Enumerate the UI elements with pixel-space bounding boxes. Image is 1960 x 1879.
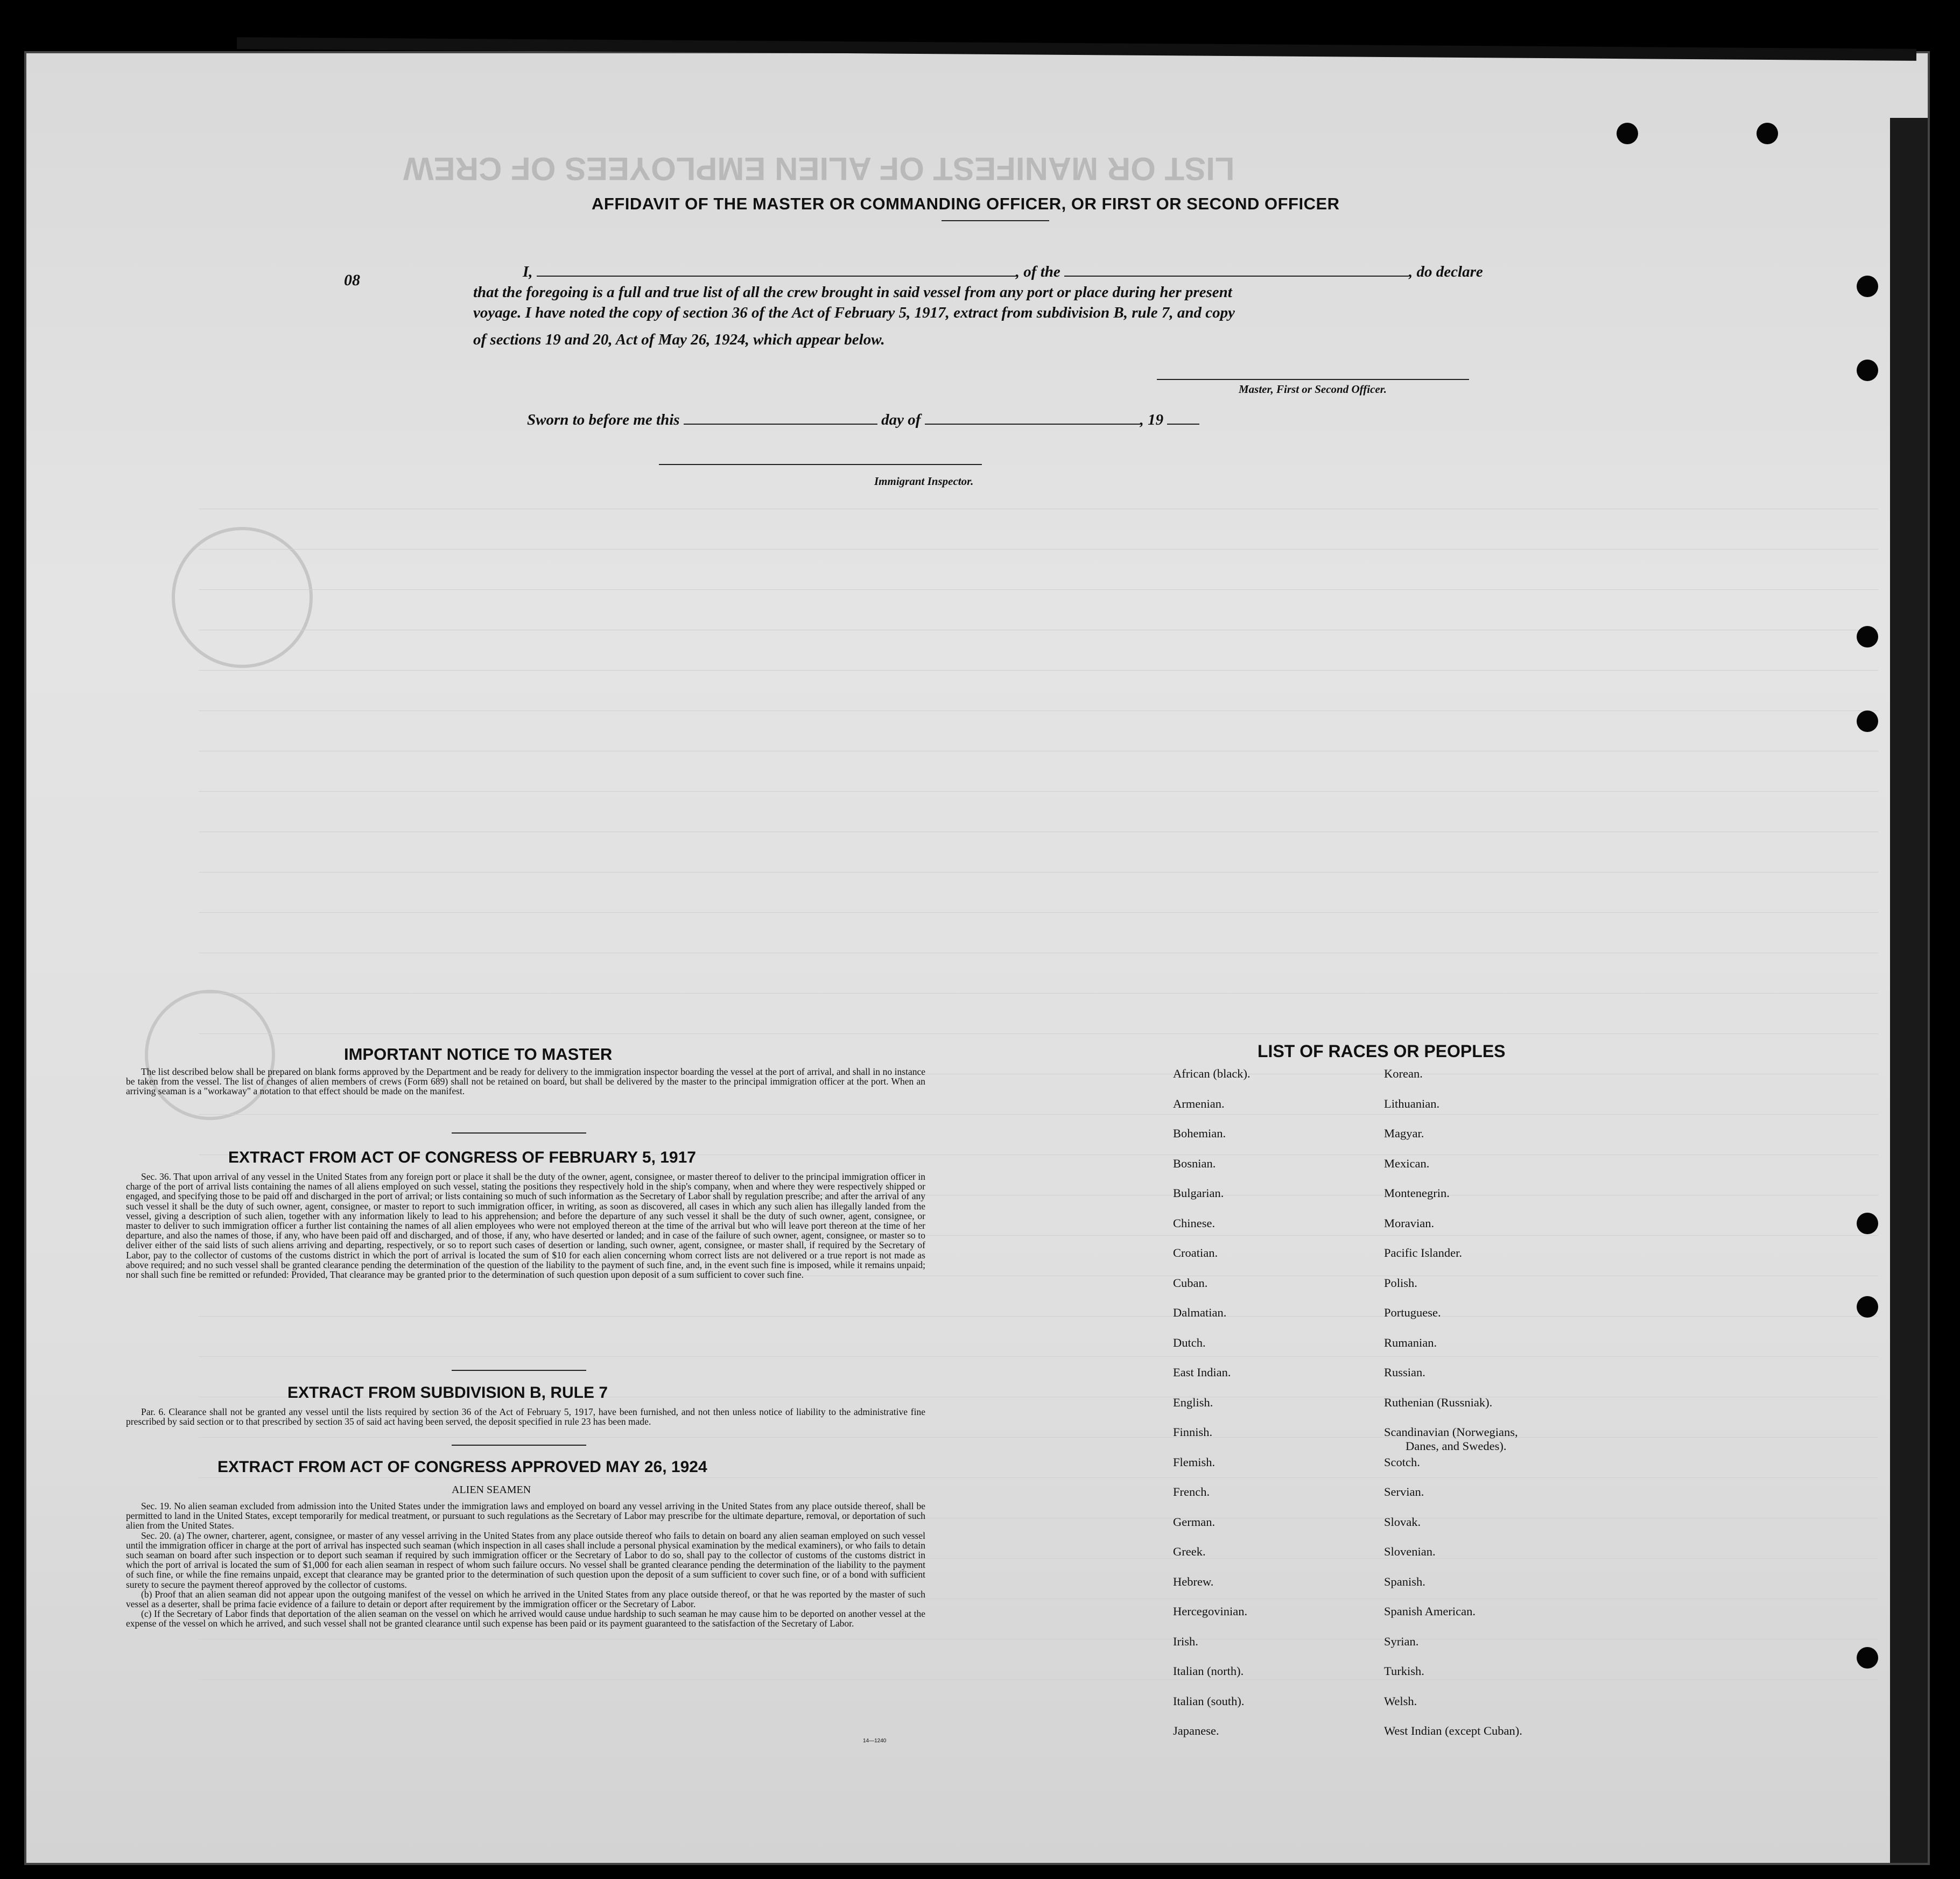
notice-divider bbox=[452, 1132, 586, 1134]
affidavit-line-4: of sections 19 and 20, Act of May 26, 1924, which appear below. bbox=[473, 331, 885, 348]
form-number: 14—1240 bbox=[863, 1738, 887, 1744]
bleed-through-row bbox=[199, 928, 1878, 953]
race-item: Korean. bbox=[1384, 1067, 1423, 1080]
bleed-through-row bbox=[199, 1291, 1878, 1317]
race-item: Polish. bbox=[1384, 1276, 1417, 1290]
punch-hole-icon bbox=[1857, 626, 1878, 648]
punch-hole-icon bbox=[1757, 123, 1778, 144]
bleed-through-row bbox=[199, 726, 1878, 751]
affidavit-line-3: voyage. I have noted the copy of section 36 of the Act of February 5, 1917, extract from subdivision B, rule 7, and copy bbox=[473, 304, 1235, 321]
race-item: Hercegovinian. bbox=[1173, 1604, 1248, 1618]
race-item: English. bbox=[1173, 1395, 1213, 1409]
race-item: Italian (north). bbox=[1173, 1664, 1244, 1678]
binding-edge bbox=[1890, 118, 1928, 1865]
affidavit-line1-middle: , of the bbox=[1015, 263, 1060, 280]
alien-seamen-subtitle: ALIEN SEAMEN bbox=[452, 1484, 531, 1496]
race-item: Montenegrin. bbox=[1384, 1186, 1450, 1200]
inspector-signature-label: Immigrant Inspector. bbox=[874, 475, 974, 488]
important-notice-title: IMPORTANT NOTICE TO MASTER bbox=[344, 1045, 613, 1064]
race-item: Italian (south). bbox=[1173, 1694, 1245, 1708]
race-item: Croatian. bbox=[1173, 1246, 1218, 1259]
race-item: Scotch. bbox=[1384, 1455, 1420, 1469]
race-item: Irish. bbox=[1173, 1634, 1198, 1648]
race-item: Servian. bbox=[1384, 1485, 1424, 1498]
race-item: Lithuanian. bbox=[1384, 1096, 1440, 1110]
sworn-middle: day of bbox=[881, 411, 921, 428]
race-item: Cuban. bbox=[1173, 1276, 1208, 1290]
bleed-through-row bbox=[199, 766, 1878, 792]
race-item: Mexican. bbox=[1384, 1156, 1430, 1170]
affidavit-line-2: that the foregoing is a full and true list of all the crew brought in said vessel from any port or place during her present bbox=[473, 284, 1232, 301]
bleed-through-row bbox=[199, 1655, 1878, 1680]
race-item: Spanish. bbox=[1384, 1574, 1425, 1588]
important-notice-paragraph: The list described below shall be prepared on blank forms approved by the Department and be ready for delivery to the immigration inspector boarding the vessel at the port of arrival, and shall in no instance be taken from the vessel. The list of changes of alien members of crews (Form 689) shall not be retained on board, but shall be delivered by the master to the principal immigration officer at the port. When an arriving seaman is a "workaway" a notation to that effect should be made on the manifest. bbox=[126, 1066, 925, 1097]
extract-1924-text bbox=[126, 1501, 925, 1629]
bleed-through-row bbox=[199, 968, 1878, 994]
extract-rule7-text bbox=[126, 1407, 925, 1426]
race-item: Greek. bbox=[1173, 1545, 1206, 1558]
race-item: East Indian. bbox=[1173, 1366, 1231, 1379]
race-item: Welsh. bbox=[1384, 1694, 1417, 1708]
par6-paragraph: Par. 6. Clearance shall not be granted any vessel until the lists required by section 36 of the Act of February 5, 1917, have been furnished, and not then unless notice of liability to the administrative fine prescribed by said section or to that prescribed by section 35 of said act having been served, the deposit specified in rule 23 has been made. bbox=[126, 1406, 925, 1427]
race-item: Danes, and Swedes). bbox=[1406, 1439, 1507, 1453]
sworn-end: , 19 bbox=[1140, 411, 1164, 428]
race-item: Magyar. bbox=[1384, 1127, 1424, 1140]
race-item: German. bbox=[1173, 1515, 1216, 1529]
race-item: African (black). bbox=[1173, 1067, 1251, 1080]
race-item: Japanese. bbox=[1173, 1724, 1219, 1737]
punch-hole-icon bbox=[1857, 1296, 1878, 1318]
master-name-field[interactable] bbox=[537, 264, 1016, 277]
bleed-through-row bbox=[199, 807, 1878, 832]
race-item: Finnish. bbox=[1173, 1425, 1213, 1439]
punch-hole-icon bbox=[1857, 1647, 1878, 1669]
affidavit-margin-mark: 08 bbox=[344, 271, 360, 289]
race-item: Armenian. bbox=[1173, 1096, 1225, 1110]
affidavit-title-rule bbox=[942, 220, 1049, 221]
inspector-signature-line[interactable] bbox=[659, 464, 982, 465]
extract-1917-title: EXTRACT FROM ACT OF CONGRESS OF FEBRUARY 5, 1917 bbox=[228, 1149, 696, 1166]
affidavit-line1-end: , do declare bbox=[1409, 263, 1483, 280]
race-item: Portuguese. bbox=[1384, 1306, 1441, 1319]
bleed-through-row bbox=[199, 565, 1878, 590]
race-item: Rumanian. bbox=[1384, 1335, 1437, 1349]
bleed-through-row bbox=[199, 645, 1878, 671]
race-item: Flemish. bbox=[1173, 1455, 1216, 1469]
race-item: Scandinavian (Norwegians, bbox=[1384, 1425, 1518, 1439]
affidavit-title: AFFIDAVIT OF THE MASTER OR COMMANDING OFFICER, OR FIRST OR SECOND OFFICER bbox=[592, 194, 1340, 213]
punch-hole-icon bbox=[1857, 1213, 1878, 1234]
sworn-day-field[interactable] bbox=[684, 412, 877, 425]
race-item: Syrian. bbox=[1384, 1634, 1419, 1648]
race-item: Russian. bbox=[1384, 1366, 1425, 1379]
extract-rule7-title: EXTRACT FROM SUBDIVISION B, RULE 7 bbox=[287, 1384, 608, 1402]
extract-rule7-divider bbox=[452, 1445, 586, 1446]
race-item: Hebrew. bbox=[1173, 1574, 1214, 1588]
extract-1924-title: EXTRACT FROM ACT OF CONGRESS APPROVED MAY 26, 1924 bbox=[217, 1458, 707, 1476]
bleed-through-header: LIST OR MANIFEST OF ALIEN EMPLOYEES OF CREW bbox=[403, 151, 1235, 187]
sworn-start: Sworn to before me this bbox=[527, 411, 680, 428]
bleed-through-row bbox=[199, 484, 1878, 509]
race-item: Moravian. bbox=[1384, 1216, 1435, 1230]
extract-1917-divider bbox=[452, 1370, 586, 1371]
extract-1917-text bbox=[126, 1172, 925, 1279]
race-item: Bulgarian. bbox=[1173, 1186, 1224, 1200]
race-item: Chinese. bbox=[1173, 1216, 1216, 1230]
officer-signature-label: Master, First or Second Officer. bbox=[1239, 383, 1387, 396]
bleed-through-row bbox=[199, 686, 1878, 711]
race-item: Pacific Islander. bbox=[1384, 1246, 1462, 1259]
sworn-month-field[interactable] bbox=[925, 412, 1140, 425]
bleed-through-row bbox=[199, 1009, 1878, 1034]
punch-hole-icon bbox=[1617, 123, 1638, 144]
race-item: Slovak. bbox=[1384, 1515, 1421, 1529]
race-item: Spanish American. bbox=[1384, 1604, 1476, 1618]
race-item: Bohemian. bbox=[1173, 1127, 1226, 1140]
race-item: Bosnian. bbox=[1173, 1156, 1216, 1170]
races-title: LIST OF RACES OR PEOPLES bbox=[1258, 1041, 1506, 1061]
section-20c-paragraph: (c) If the Secretary of Labor finds that deportation of the alien seaman on the vessel on which he arrived would cause undue hardship to such seaman he may cause him to be deported on another vessel at the expense of the vessel on which he arrived, and such vessel shall not be granted clearance until such expense has been paid or its payment guaranteed to the satisfaction of the Secretary of Labor. bbox=[126, 1608, 925, 1629]
bleed-through-row bbox=[199, 1332, 1878, 1357]
officer-signature-line[interactable] bbox=[1157, 379, 1469, 380]
sworn-year-field[interactable] bbox=[1167, 412, 1199, 425]
race-item: Dalmatian. bbox=[1173, 1306, 1227, 1319]
sworn-line bbox=[527, 411, 1199, 429]
bleed-through-row bbox=[199, 524, 1878, 550]
section-20a-paragraph: Sec. 20. (a) The owner, charterer, agent, consignee, or master of any vessel arriving in the United States from any place outside thereof who fails to detain on board any alien seaman employed on such vessel until the immigration officer in charge at the port of arrival has inspected such seaman (which inspection in all cases shall include a personal physical examination by the medical examiners), or who fails to detain such seaman on board after such inspection or to deport such seaman if required by such immigration officer or the Secretary of Labor to do so, shall pay to the collector of customs of the customs district in which the port of arrival is located the sum of $1,000 for each alien seaman in respect of whom such failure occurs. No vessel shall be granted clearance pending the determination of the liability to the payment of such fine, or while the fine remains unpaid, except that clearance may be granted prior to the determination of such question upon the deposit of a sum sufficient to cover such fine, or of a bond with sufficient surety to secure the payment thereof approved by the collector of customs. bbox=[126, 1530, 925, 1590]
race-item: West Indian (except Cuban). bbox=[1384, 1724, 1522, 1737]
important-notice-text bbox=[126, 1067, 925, 1096]
race-item: Turkish. bbox=[1384, 1664, 1424, 1678]
vessel-name-field[interactable] bbox=[1064, 264, 1409, 277]
race-item: Dutch. bbox=[1173, 1335, 1206, 1349]
section-20b-paragraph: (b) Proof that an alien seaman did not appear upon the outgoing manifest of the vessel on which he arrived in the United States from any place outside thereof, or that he was reported by the master of such vessel as a deserter, shall be prima facie evidence of a failure to detain or deport after requirement by the immigration officer or the Secretary of Labor. bbox=[126, 1588, 925, 1610]
punch-hole-icon bbox=[1857, 276, 1878, 297]
bleed-through-row bbox=[199, 605, 1878, 630]
race-item: French. bbox=[1173, 1485, 1210, 1498]
affidavit-line-1 bbox=[523, 263, 1483, 281]
document-sheet bbox=[24, 51, 1930, 1865]
section-19-paragraph: Sec. 19. No alien seaman excluded from admission into the United States under the immigration laws and employed on board any vessel arriving in the United States from any place outside thereof, shall be permitted to land in the United States, except temporarily for medical treatment, or pursuant to such regulations as the Secretary of Labor may prescribe for the ultimate departure, removal, or deportation of such alien from the United States. bbox=[126, 1501, 925, 1531]
section-36-paragraph: Sec. 36. That upon arrival of any vessel in the United States from any foreign port or place it shall be the duty of the owner, agent, consignee, or master thereof to deliver to the principal immigration officer in charge of the port of arrival lists containing the names of all aliens employed on such vessel, stating the positions they respectively hold in the ship's company, when and where they were respectively shipped or engaged, and specifying those to be paid off and discharged in the port of arrival; or lists containing so much of such information as the Secretary of Labor shall by regulation prescribe; and after the arrival of any such vessel it shall be the duty of such owner, agent, consignee, or master to report to such immigration officer, in writing, as soon as discovered, all cases in which any such alien has illegally landed from the vessel, giving a description of such alien, together with any information likely to lead to his apprehension; and before the departure of any such vessel it shall be the duty of such owner, agent, consignee, or master to deliver to such immigration officer a further list containing the names of all alien employees who were not employed thereon at the time of the arrival but who will leave port thereon at the time of her departure, and also the names of those, if any, who have been paid off and discharged, and of those, if any, who have deserted or landed; and in case of the failure of such owner, agent, consignee, or master so to deliver either of the said lists of such aliens arriving and departing, respectively, or so to report such cases of desertion or landing, such owner, agent, consignee, or master shall, if required by the Secretary of Labor, pay to the collector of customs of the customs district in which the port of arrival is located the sum of $10 for each alien concerning whom correct lists are not delivered or a true report is not made as above required; and no such vessel shall be granted clearance pending the determination of the question of the liability to the payment of such fine, and, in the event such fine is imposed, while it remains unpaid; nor shall such fine be remitted or refunded: Provided, That clearance may be granted prior to the determination of such question upon deposit of a sum sufficient to cover such fine. bbox=[126, 1171, 925, 1280]
affidavit-line1-start: I, bbox=[523, 263, 533, 280]
punch-hole-icon bbox=[1857, 360, 1878, 381]
bleed-through-row bbox=[199, 888, 1878, 913]
race-item: Ruthenian (Russniak). bbox=[1384, 1395, 1493, 1409]
race-item: Slovenian. bbox=[1384, 1545, 1436, 1558]
bleed-through-row bbox=[199, 847, 1878, 872]
punch-hole-icon bbox=[1857, 710, 1878, 732]
